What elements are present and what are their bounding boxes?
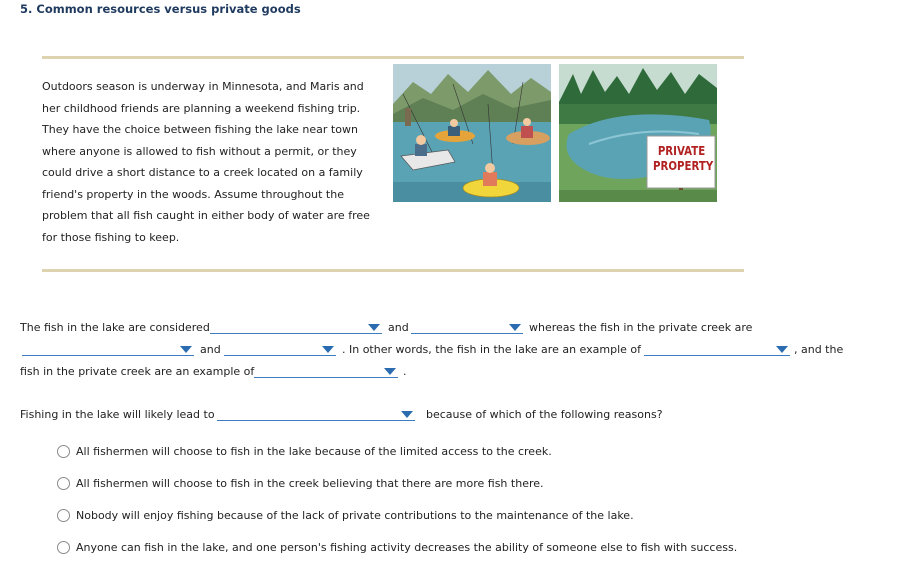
dropdown-lake-example[interactable] xyxy=(644,342,790,356)
sign-line-1: PRIVATE xyxy=(657,144,706,158)
sentence-1-text-f: . xyxy=(403,365,407,378)
sentence-2-text-a: Fishing in the lake will likely lead to xyxy=(20,408,215,421)
dropdown-creek-type-2[interactable] xyxy=(224,342,336,356)
chevron-down-icon xyxy=(509,324,521,331)
radio-button[interactable] xyxy=(57,509,70,522)
chevron-down-icon xyxy=(776,346,788,353)
option-label: All fishermen will choose to fish in the lake because of the limited access to the creek. xyxy=(76,445,552,458)
dropdown-lake-outcome[interactable] xyxy=(217,407,415,421)
top-divider xyxy=(42,56,744,59)
chevron-down-icon xyxy=(368,324,380,331)
sentence-1-and-2: and xyxy=(200,343,221,356)
chevron-down-icon xyxy=(180,346,192,353)
chevron-down-icon xyxy=(401,411,413,418)
radio-button[interactable] xyxy=(57,445,70,458)
option-label: Anyone can fish in the lake, and one person's fishing activity decreases the ability of someone else to fish with success. xyxy=(76,541,738,554)
sentence-1-and-1: and xyxy=(388,321,409,334)
radio-button[interactable] xyxy=(57,541,70,554)
option-label: All fishermen will choose to fish in the creek believing that there are more fish there. xyxy=(76,477,544,490)
intro-text: Outdoors season is underway in Minnesota, and Maris and her childhood friends are planning a weekend fishing trip. They have the choice between fishing the lake near town where anyone is allowed to fish without a permit, or they could drive a short distance to a creek located on a family friend's property in the woods. Assume throughout the problem that all fish caught in either body of water are free for those fishing to keep. xyxy=(42,80,370,244)
lake-fishing-illustration xyxy=(393,64,551,202)
sentence-1-text-b: whereas the fish in the private creek are xyxy=(529,321,753,334)
dropdown-creek-example[interactable] xyxy=(254,364,398,378)
dropdown-lake-type-2[interactable] xyxy=(411,320,523,334)
sentence-1-text-c: . In other words, the fish in the lake are an example of xyxy=(342,343,641,356)
option-label: Nobody will enjoy fishing because of the lack of private contributions to the maintenance of the lake. xyxy=(76,509,634,522)
private-property-sign xyxy=(653,144,714,174)
sentence-2-text-b: because of which of the following reasons? xyxy=(426,408,663,421)
sign-line-2: PROPERTY xyxy=(653,159,714,173)
dropdown-lake-type-1[interactable] xyxy=(210,320,382,334)
question-title: 5. Common resources versus private goods xyxy=(20,2,301,16)
private-creek-illustration xyxy=(559,64,717,202)
chevron-down-icon xyxy=(384,368,396,375)
sentence-1-text-d: , and the xyxy=(794,343,844,356)
radio-button[interactable] xyxy=(57,477,70,490)
dropdown-creek-type-1[interactable] xyxy=(22,342,194,356)
bottom-divider xyxy=(42,269,744,272)
chevron-down-icon xyxy=(322,346,334,353)
sentence-1-text-e: fish in the private creek are an example of xyxy=(20,365,255,378)
sentence-1-text-a: The fish in the lake are considered xyxy=(20,321,210,334)
